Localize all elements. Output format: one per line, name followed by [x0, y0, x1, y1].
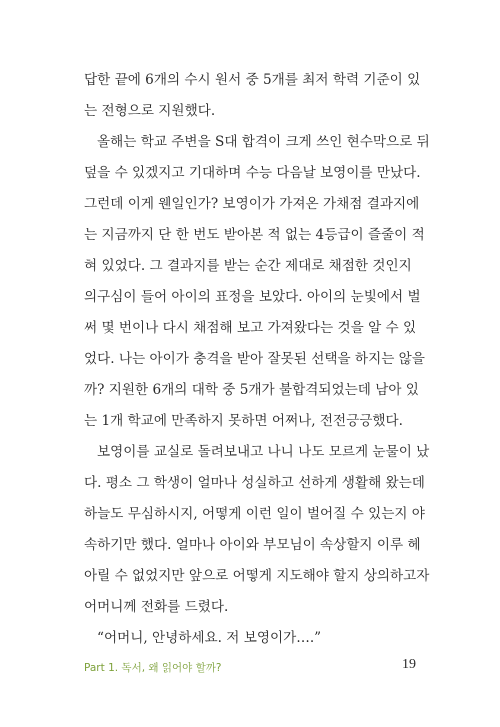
text-line: 보영이를 교실로 돌려보내고 나니 나도 모르게 눈물이 났 [97, 444, 430, 460]
text-line: 었다. 나는 아이가 충격을 받아 잘못된 선택을 하지는 않을 [84, 351, 425, 367]
text-line: 그런데 이게 웬일인가? 보영이가 가져온 가채점 결과지에 [84, 196, 420, 212]
text-line: 는 전형으로 지원했다. [84, 103, 216, 119]
text-line: 속하기만 했다. 얼마나 아이와 부모님이 속상할지 이루 헤 [84, 537, 421, 553]
paragraph-block-2 [84, 437, 434, 654]
text-line: 다. 평소 그 학생이 얼마나 성실하고 선하게 생활해 왔는데 [84, 475, 425, 491]
text-line: “어머니, 안녕하세요. 저 보영이가….” [97, 630, 322, 646]
paragraph-block-1 [84, 65, 434, 437]
text-line: 혀 있었다. 그 결과지를 받는 순간 제대로 채점한 것인지 [84, 258, 412, 274]
text-line: 까? 지원한 6개의 대학 중 5개가 불합격되었는데 남아 있 [84, 382, 419, 398]
text-line: 올해는 학교 주변을 S대 합격이 크게 쓰인 현수막으로 뒤 [97, 134, 430, 150]
text-line: 답한 끝에 6개의 수시 원서 중 5개를 최저 학력 기준이 있 [84, 72, 421, 88]
page-number: 19 [402, 657, 416, 672]
text-line: 써 몇 번이나 다시 채점해 보고 가져왔다는 것을 알 수 있 [84, 320, 417, 336]
text-line: 덮을 수 있겠지고 기대하며 수능 다음날 보영이를 만났다. [84, 165, 421, 181]
text-line: 어머니께 전화를 드렸다. [84, 599, 229, 615]
text-line: 의구심이 들어 아이의 표정을 보았다. 아이의 눈빛에서 벌 [84, 289, 421, 305]
text-line: 아릴 수 없었지만 앞으로 어떻게 지도해야 할지 상의하고자 [84, 568, 430, 584]
running-footer-title: Part 1. 독서, 왜 읽어야 할까? [84, 662, 222, 674]
text-line: 하늘도 무심하시지, 어떻게 이런 일이 벌어질 수 있는지 야 [84, 506, 425, 522]
text-line: 는 1개 학교에 만족하지 못하면 어쩌나, 전전긍긍했다. [84, 413, 403, 429]
text-line: 는 지금까지 단 한 번도 받아본 적 없는 4등급이 즐줄이 적 [84, 227, 425, 243]
